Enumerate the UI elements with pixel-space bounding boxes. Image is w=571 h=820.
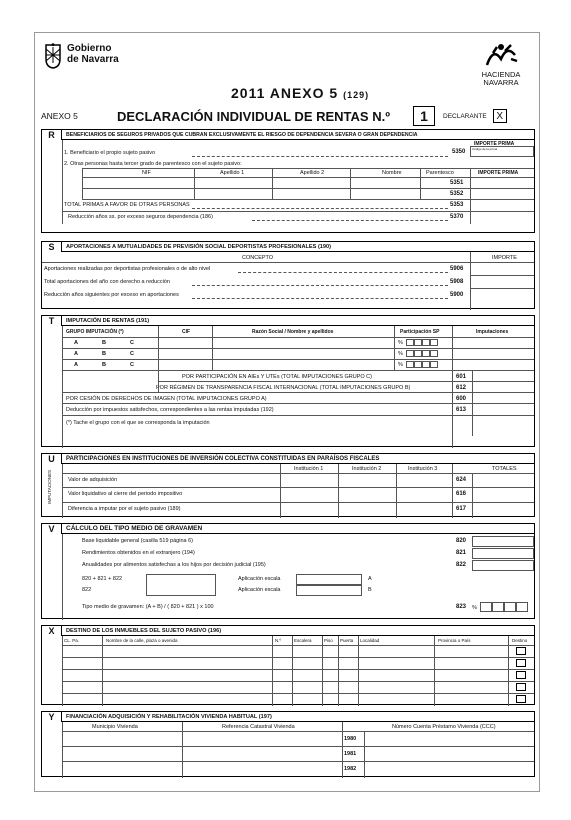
- section-x-letter: X: [42, 626, 62, 636]
- r-imp-header: IMPORTE PRIMA: [474, 141, 515, 147]
- section-x-title: DESTINO DE LOS INMUEBLES DEL SUJETO PASIVO (196): [66, 627, 222, 634]
- code-600: 600: [456, 396, 467, 402]
- y-col-cuenta: Número Cuenta Préstamo Vivienda (CCC): [392, 724, 496, 730]
- t-row-tfi: POR RÉGIMEN DE TRANSPARENCIA FISCAL INTERNACIONAL (TOTAL IMPUTACIONES GRUPO B): [156, 385, 411, 391]
- t-col-razon: Razón Social / Nombre y apellidos: [252, 329, 334, 335]
- t-r3-a[interactable]: A: [74, 362, 78, 368]
- t-pct1: %: [398, 340, 403, 346]
- x-col-num: N.º: [275, 638, 282, 643]
- t-row-aie: POR PARTICIPACIÓN EN AIEs Y UTEs (TOTAL IMPUTACIONES GRUPO C): [182, 374, 372, 380]
- declaration-title: DECLARACIÓN INDIVIDUAL DE RENTAS N.º: [117, 108, 390, 124]
- v-b-label: B: [368, 587, 372, 593]
- gov-line1: Gobierno: [67, 43, 112, 54]
- code-5352: 5352: [450, 191, 464, 197]
- code-5353: 5353: [450, 202, 464, 208]
- v-tipo: Tipo medio de gravamen: (A + B) / ( 820 + 821 ) x 100: [82, 604, 214, 610]
- x-destino-check-4[interactable]: [516, 683, 526, 691]
- v-a-label: A: [368, 576, 372, 582]
- t-row-imagen: POR CESIÓN DE DERECHOS DE IMAGEN (TOTAL IMPUTACIONES GRUPO A): [66, 396, 267, 402]
- code-1982: 1982: [344, 766, 357, 772]
- r-imp-sub: Código de la prima: [472, 147, 498, 151]
- year-annex-title: 2011 ANEXO 5 (129): [231, 85, 370, 101]
- r-col-importe: IMPORTE PRIMA: [478, 170, 519, 176]
- section-x: [41, 625, 535, 705]
- hacienda-logo-icon: [481, 41, 521, 69]
- declarante-checkbox[interactable]: X: [493, 109, 507, 123]
- section-y-title: FINANCIACIÓN ADQUISICIÓN Y REHABILITACIÓN VIVIENDA HABITUAL (197): [66, 713, 272, 720]
- v-formula2: 822: [82, 587, 92, 593]
- declaration-number[interactable]: 1: [413, 106, 435, 126]
- section-r: [41, 129, 535, 233]
- section-r-letter: R: [42, 130, 62, 140]
- u-col1: Institución 1: [294, 466, 324, 472]
- code-5900: 5900: [450, 292, 464, 298]
- code-5370: 5370: [450, 214, 464, 220]
- section-v-title: CÁLCULO DEL TIPO MEDIO DE GRAVAMEN: [66, 525, 203, 532]
- x-destino-check-3[interactable]: [516, 671, 526, 679]
- v-822-input[interactable]: [472, 560, 534, 571]
- section-u-title: PARTICIPACIONES EN INSTITUCIONES DE INVERSIÓN COLECTIVA CONSTITUIDAS EN PARAÍSOS FISCALES: [66, 455, 380, 462]
- r-col-ap1: Apellido 1: [220, 170, 245, 176]
- section-y: [41, 711, 535, 777]
- form-page: [34, 32, 540, 792]
- t-pct3: %: [398, 362, 403, 368]
- t-r1-a[interactable]: A: [74, 340, 78, 346]
- t-col-grupo: GRUPO IMPUTACIÓN (*): [66, 329, 124, 335]
- u-row1: Valor de adquisición: [68, 477, 118, 483]
- x-col-provincia: Provincia o País: [438, 638, 471, 643]
- r-col-parentesco: Parentesco: [426, 170, 454, 176]
- t-row-deduccion: Deducción por impuestos satisfechos, correspondientes a las rentas imputadas (192): [66, 407, 274, 413]
- declaration-row: [41, 105, 537, 127]
- r-reduccion: Reducción años ss. por exceso seguros dependencia (186): [68, 214, 213, 220]
- u-col3: Institución 3: [408, 466, 438, 472]
- v-a-input[interactable]: [296, 574, 362, 585]
- r-col-nif: NIF: [142, 170, 151, 176]
- code-613: 613: [456, 407, 467, 413]
- s-row2: Total aportaciones del año con derecho a reducción: [44, 279, 170, 285]
- t-r3-b[interactable]: B: [102, 362, 106, 368]
- v-b-input[interactable]: [296, 585, 362, 596]
- code-820: 820: [456, 538, 467, 544]
- v-formula1: 820 + 821 + 822: [82, 576, 123, 582]
- section-t-letter: T: [42, 316, 62, 326]
- declarante-label: DECLARANTE: [443, 112, 487, 120]
- v-row1: Base liquidable general (casilla 519 página 6): [82, 538, 193, 544]
- t-col-cif: CIF: [182, 329, 191, 335]
- hacienda-navarra-logo: [471, 41, 531, 87]
- v-row2: Rendimientos obtenidos en el extranjero (194): [82, 550, 195, 556]
- navarra-shield-icon: [43, 43, 63, 69]
- u-row2: Valor liquidativo al cierre del periodo impositivo: [68, 491, 183, 497]
- u-row3: Diferencia a imputar por el sujeto pasivo (189): [68, 506, 181, 512]
- code-617: 617: [456, 506, 467, 512]
- t-r2-c[interactable]: C: [130, 351, 134, 357]
- u-side-label: IMPUTACIONES: [47, 470, 52, 504]
- code-616: 616: [456, 491, 467, 497]
- r-col-ap2: Apellido 2: [300, 170, 325, 176]
- code-822: 822: [456, 562, 467, 568]
- v-row3: Anualidades por alimentos satisfechas a los hijos por decisión judicial (195): [82, 562, 266, 568]
- code-1980: 1980: [344, 736, 357, 742]
- code-823: 823: [456, 604, 467, 610]
- u-col2: Institución 2: [352, 466, 382, 472]
- section-t: [41, 315, 535, 447]
- t-pct2: %: [398, 351, 403, 357]
- section-y-letter: Y: [42, 712, 62, 722]
- t-r1-c[interactable]: C: [130, 340, 134, 346]
- s-row1: Aportaciones realizadas por deportistas profesionales o de alto nivel: [44, 266, 211, 272]
- section-r-title: BENEFICIARIOS DE SEGUROS PRIVADOS QUE CUBRAN EXCLUSIVAMENTE EL RIESGO DE DEPENDENCIA SEVERA O GRAN DEPENDENCIA: [66, 131, 418, 138]
- section-u-letter: U: [42, 454, 62, 464]
- section-v: [41, 523, 535, 619]
- hacienda-line1: HACIENDA: [481, 70, 521, 79]
- v-apl1: Aplicación escala: [238, 576, 281, 582]
- code-612: 612: [456, 385, 467, 391]
- code-821: 821: [456, 550, 467, 556]
- section-t-title: IMPUTACIÓN DE RENTAS (191): [66, 317, 150, 324]
- code-601: 601: [456, 374, 467, 380]
- x-col-puerta: Puerta: [340, 638, 354, 643]
- v-823-input[interactable]: [480, 602, 528, 612]
- hacienda-line2: NAVARRA: [483, 78, 519, 87]
- r-total: TOTAL PRIMAS A FAVOR DE OTRAS PERSONAS: [64, 202, 190, 208]
- code-5350: 5350: [452, 149, 466, 155]
- y-col-catastral: Referencia Catastral Vivienda: [222, 724, 295, 730]
- gov-line2: de Navarra: [67, 54, 119, 65]
- code-624: 624: [456, 477, 467, 483]
- v-821-input[interactable]: [472, 548, 534, 559]
- x-destino-check-1[interactable]: [516, 647, 526, 655]
- code-5351: 5351: [450, 180, 464, 186]
- y-col-municipio: Municipio Vivienda: [92, 724, 138, 730]
- section-s-title: APORTACIONES A MUTUALIDADES DE PREVISIÓN SOCIAL DEPORTISTAS PROFESIONALES (190): [66, 243, 332, 250]
- x-col-calle: Nombre de la calle, plaza o avenida: [106, 638, 178, 643]
- t-part2-input[interactable]: [406, 350, 438, 357]
- model-code: (129): [343, 90, 370, 100]
- v-pct: %: [472, 605, 477, 611]
- v-820-input[interactable]: [472, 536, 534, 547]
- r-col-nombre: Nombre: [382, 170, 402, 176]
- section-u: [41, 453, 535, 517]
- t-r1-b[interactable]: B: [102, 340, 106, 346]
- x-col-destino: Destino: [512, 638, 528, 643]
- t-col-part: Participación SP: [400, 329, 440, 335]
- code-5908: 5908: [450, 279, 464, 285]
- t-r2-b[interactable]: B: [102, 351, 106, 357]
- x-col-piso: Piso: [324, 638, 333, 643]
- s-row3: Reducción años siguientes por exceso en aportaciones: [44, 292, 179, 298]
- x-col-clpa: CL. Pa.: [64, 638, 80, 643]
- t-r3-c[interactable]: C: [130, 362, 134, 368]
- code-5906: 5906: [450, 266, 464, 272]
- t-note: (*) Tache el grupo con el que se corresponda la imputación: [66, 420, 210, 426]
- t-part1-input[interactable]: [406, 339, 438, 346]
- x-col-localidad: Localidad: [360, 638, 380, 643]
- s-concepto: CONCEPTO: [242, 255, 274, 261]
- section-s: [41, 241, 535, 309]
- v-base-input[interactable]: [146, 574, 216, 596]
- code-1981: 1981: [344, 751, 357, 757]
- t-r2-a[interactable]: A: [74, 351, 78, 357]
- r-row2: 2. Otras personas hasta tercer grado de parentesco con el sujeto pasivo:: [64, 161, 242, 167]
- r-5350-input[interactable]: [470, 146, 534, 157]
- x-destino-check-5[interactable]: [516, 695, 526, 703]
- x-col-esc: Escalera: [294, 638, 312, 643]
- s-importe: IMPORTE: [492, 255, 517, 261]
- u-col4: TOTALES: [492, 466, 517, 472]
- anexo-label: ANEXO 5: [41, 111, 78, 121]
- r-row1: 1. Beneficiario el propio sujeto pasivo: [64, 150, 156, 156]
- v-apl2: Aplicación escala: [238, 587, 281, 593]
- x-destino-check-2[interactable]: [516, 659, 526, 667]
- t-col-imput: Imputaciones: [476, 329, 509, 335]
- section-s-letter: S: [42, 242, 62, 252]
- gobierno-navarra-logo: [43, 43, 119, 69]
- section-v-letter: V: [42, 524, 62, 534]
- t-part3-input[interactable]: [406, 361, 438, 368]
